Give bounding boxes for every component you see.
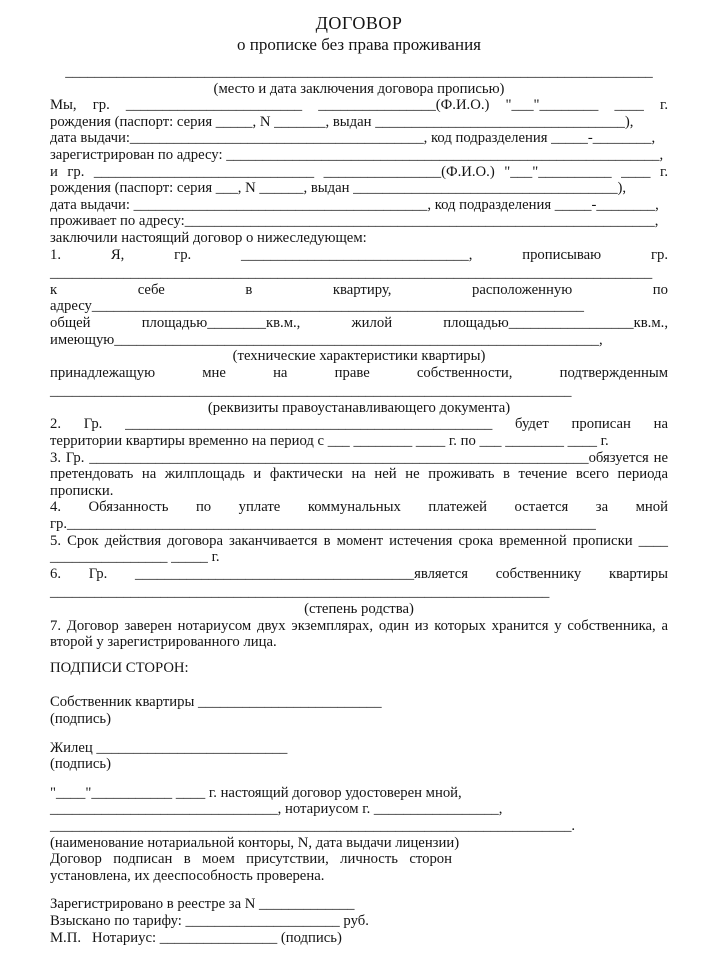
- caption-kinship: (степень родства): [304, 601, 414, 617]
- line-tenant-signature: Жилец __________________________: [50, 739, 288, 756]
- line-preamble: заключили настоящий договор о нижеследующем:: [50, 229, 367, 246]
- caption-signature-owner: (подпись): [50, 710, 111, 727]
- line-party2-residence-address: проживает по адресу:________________________________________________________________,: [50, 213, 659, 230]
- line-clause1-specs-fill: имеющую__________________________________________________________________,: [50, 331, 603, 348]
- line-party2-name: и гр. ______________________________ ________________(Ф.И.О.) "___"__________ ____ г.: [50, 163, 668, 180]
- line-notary-name: _______________________________, нотариусом г. _________________,: [50, 801, 503, 818]
- line-clause1-start: 1. Я, гр. _______________________________, прописываю гр.: [50, 246, 668, 263]
- line-clause4-start: 4. Обязанность по уплате коммунальных платежей остается за мной: [50, 499, 668, 516]
- line-clause5-start: 5. Срок действия договора заканчивается в момент истечения срока временной прописки ____: [50, 532, 668, 549]
- line-clause4-fill: гр.________________________________________________________________________: [50, 516, 596, 533]
- line-party2-passport: рождения (паспорт: серия ___, N ______, выдан ____________________________________),: [50, 180, 627, 197]
- line-clause1-text: к себе в квартиру, расположенную по: [50, 281, 668, 298]
- line-clause1-fill: __________________________________________________________________________________: [50, 265, 653, 282]
- line-clause6-start: 6. Гр. ______________________________________является собственнику квартиры: [50, 565, 668, 582]
- line-attestation-1: Договор подписан в моем присутствии, личность сторон: [50, 851, 452, 868]
- line-party1-issue-date: дата выдачи:________________________________________, код подразделения _____-________,: [50, 130, 656, 147]
- line-clause3-text: претендовать на жилплощадь и фактически на ней не проживать в течение всего периода: [50, 466, 668, 483]
- line-owner-signature: Собственник квартиры _________________________: [50, 694, 382, 711]
- caption-place-date: (место и дата заключения договора прописью): [213, 80, 505, 97]
- signatures-heading: ПОДПИСИ СТОРОН:: [50, 659, 189, 676]
- line-notary-office-fill: _______________________________________________________________________.: [50, 817, 576, 834]
- line-clause2-start: 2. Гр. __________________________________________________ будет прописан на: [50, 416, 668, 433]
- document-subtitle: о прописке без права проживания: [237, 35, 481, 54]
- line-notary-seal: М.П. Нотариус: ________________ (подпись): [50, 929, 342, 946]
- line-clause7-end: второй у зарегистрированного лица.: [50, 634, 277, 651]
- line-clause2-period: территории квартиры временно на период с ___ ________ ____ г. по ___ ________ ____ г.: [50, 433, 609, 450]
- caption-signature-tenant: (подпись): [50, 756, 111, 773]
- line-clause5-end: ________________ _____ г.: [50, 549, 220, 566]
- line-clause1-area: общей площадью________кв.м., жилой площадью_________________кв.м.,: [50, 314, 668, 331]
- line-clause6-fill: ____________________________________________________________________: [50, 584, 550, 601]
- blank-place-date-line: ________________________________________________________________________________: [65, 64, 653, 80]
- line-clause3-start: 3. Гр. ____________________________________________________________________обязуется не: [50, 449, 668, 466]
- document-title: ДОГОВОР: [315, 13, 403, 33]
- caption-apartment-specs: (технические характеристики квартиры): [232, 348, 486, 365]
- line-ownership-doc-fill: _______________________________________________________________________: [50, 383, 572, 400]
- line-clause3-end: прописки.: [50, 482, 114, 499]
- line-registry-number: Зарегистрировано в реестре за N _____________: [50, 896, 355, 913]
- line-clause1-address: адресу___________________________________________________________________: [50, 298, 584, 315]
- caption-title-doc: (реквизиты правоустанавливающего документа): [207, 399, 511, 416]
- line-notary-date: "____"___________ ____ г. настоящий договор удостоверен мной,: [50, 784, 462, 801]
- line-attestation-2: установлена, их дееспособность проверена.: [50, 867, 325, 884]
- line-party1-passport: рождения (паспорт: серия _____, N _______, выдан __________________________________),: [50, 113, 634, 130]
- line-clause1-ownership: принадлежащую мне на праве собственности, подтвержденным: [50, 364, 668, 381]
- line-party1-registered-address: зарегистрирован по адресу: ___________________________________________________________,: [50, 146, 664, 163]
- line-tariff: Взыскано по тарифу: _____________________ руб.: [50, 912, 369, 929]
- line-clause7-start: 7. Договор заверен нотариусом двух экземплярах, один из которых хранится у собственника, а: [50, 617, 668, 634]
- line-party1-name: Мы, гр. ________________________ ________________(Ф.И.О.) "___"________ ____ г.: [50, 97, 668, 114]
- line-party2-issue-date: дата выдачи: ________________________________________, код подразделения _____-________,: [50, 196, 659, 213]
- caption-notary-office: (наименование нотариальной конторы, N, дата выдачи лицензии): [50, 834, 460, 851]
